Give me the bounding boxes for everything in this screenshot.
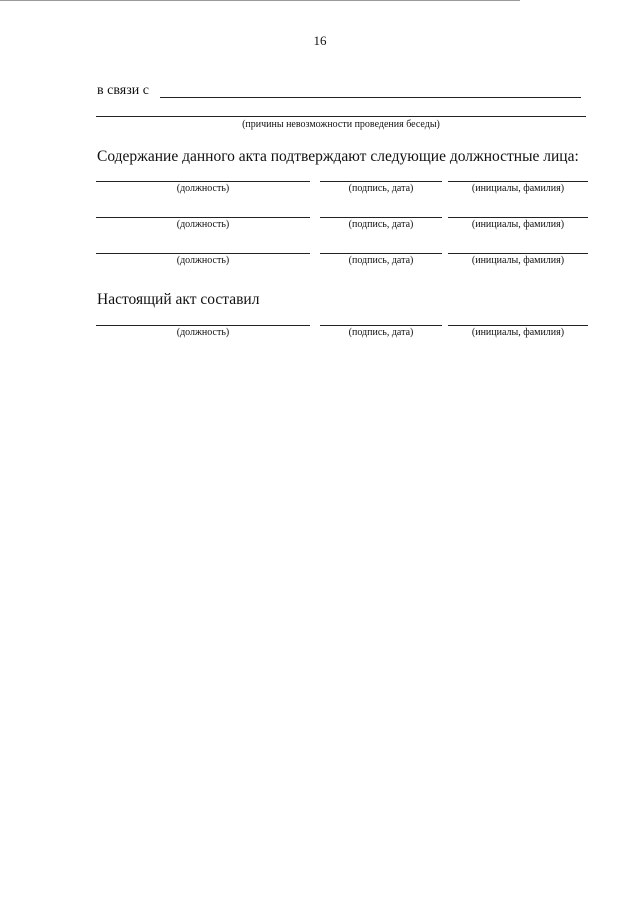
initials-line[interactable] [448,181,588,182]
position-line[interactable] [96,181,310,182]
in-connection-label: в связи с [97,83,149,98]
signature-line[interactable] [320,181,442,182]
reason-input-line[interactable] [160,97,581,98]
position-caption: (должность) [176,183,230,194]
signature-line[interactable] [320,217,442,218]
initials-caption: (инициалы, фамилия) [471,327,565,338]
signature-caption: (подпись, дата) [348,327,414,338]
confirmation-heading: Содержание данного акта подтверждают следующие должностные лица: [97,148,579,165]
position-line[interactable] [96,217,310,218]
signature-caption: (подпись, дата) [348,255,414,266]
position-line[interactable] [96,325,310,326]
signature-line[interactable] [320,253,442,254]
initials-caption: (инициалы, фамилия) [471,183,565,194]
compiler-heading: Настоящий акт составил [97,291,260,308]
scan-edge-line [0,0,520,1]
initials-line[interactable] [448,253,588,254]
position-caption: (должность) [176,327,230,338]
position-caption: (должность) [176,219,230,230]
initials-line[interactable] [448,325,588,326]
position-caption: (должность) [176,255,230,266]
initials-caption: (инициалы, фамилия) [471,219,565,230]
reason-second-line[interactable] [96,116,586,117]
signature-line[interactable] [320,325,442,326]
signature-caption: (подпись, дата) [348,219,414,230]
signature-caption: (подпись, дата) [348,183,414,194]
initials-line[interactable] [448,217,588,218]
reason-caption: (причины невозможности проведения беседы) [242,119,440,130]
position-line[interactable] [96,253,310,254]
page-number: 16 [313,33,327,48]
initials-caption: (инициалы, фамилия) [471,255,565,266]
